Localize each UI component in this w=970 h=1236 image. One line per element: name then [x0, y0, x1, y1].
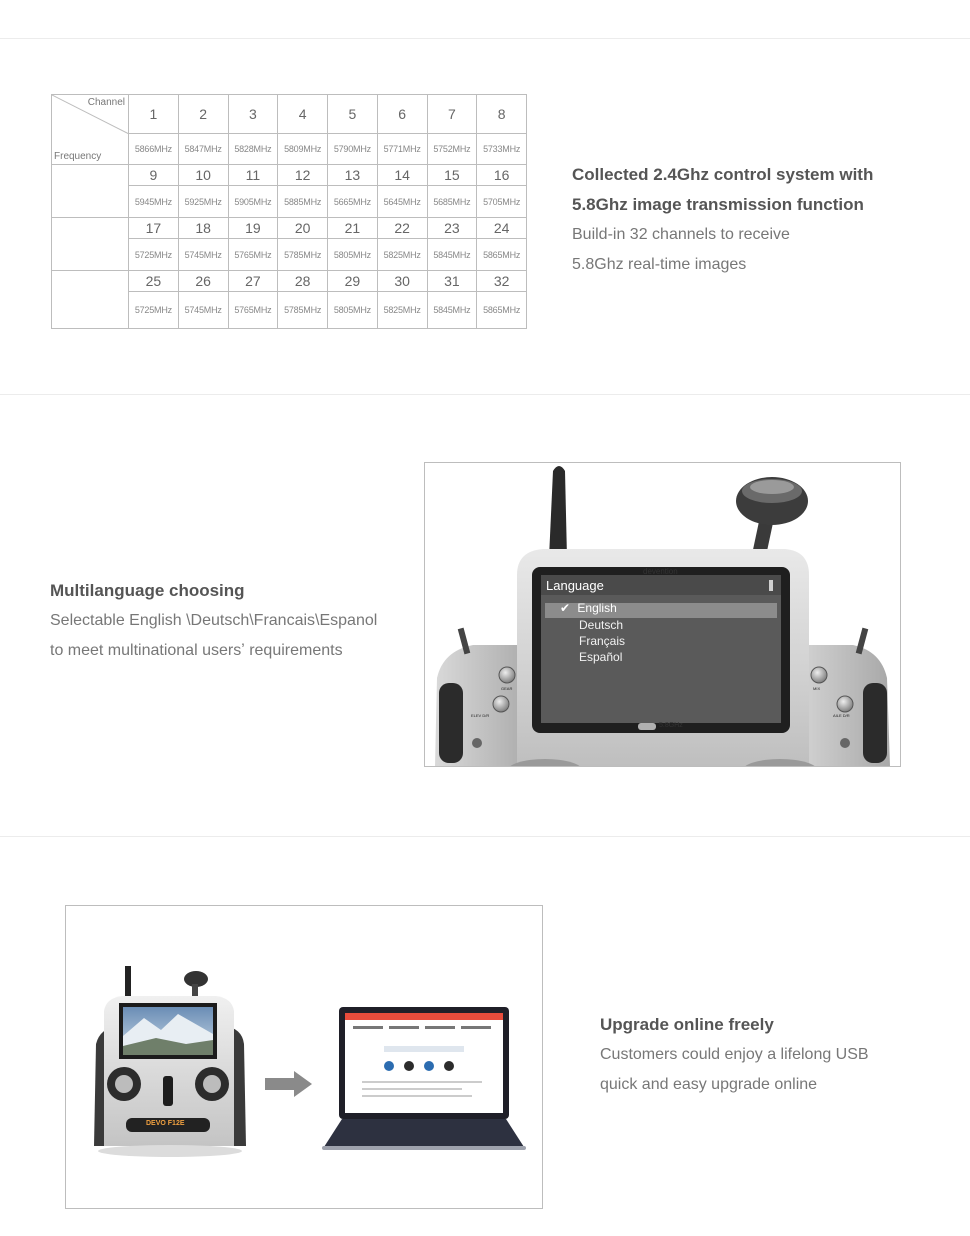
- channel-cell: 23: [427, 218, 477, 239]
- section2-body-line1: Selectable English \Deutsch\Francais\Espanol: [50, 612, 378, 629]
- section2-text: [50, 576, 410, 666]
- channel-cell: 27: [228, 271, 278, 292]
- aile-switch-icon: [837, 696, 853, 712]
- gear-switch-icon: [499, 667, 515, 683]
- language-option-deutsch[interactable]: Deutsch: [579, 618, 624, 632]
- frequency-cell: 5905MHz: [228, 186, 278, 218]
- channel-cell: 20: [278, 218, 328, 239]
- frequency-cell: 5785MHz: [278, 292, 328, 329]
- frequency-cell: 5733MHz: [477, 134, 527, 165]
- frequency-cell: 5865MHz: [477, 239, 527, 271]
- channel-cell: 2: [178, 95, 228, 134]
- frequency-cell: 5809MHz: [278, 134, 328, 165]
- frequency-cell: 5866MHz: [129, 134, 179, 165]
- section1-text: [572, 160, 952, 280]
- frequency-cell: 5785MHz: [278, 239, 328, 271]
- section2-heading: Multilanguage choosing: [50, 581, 245, 600]
- corner-frequency-label: Frequency: [54, 151, 102, 162]
- frequency-cell: 5725MHz: [129, 292, 179, 329]
- section2-body-line2: to meet multinational usersʼ requirements: [50, 642, 343, 659]
- section1-body-line1: Build-in 32 channels to receive: [572, 226, 790, 243]
- frequency-cell: 5945MHz: [129, 186, 179, 218]
- channel-cell: 6: [377, 95, 427, 134]
- channel-cell: 15: [427, 165, 477, 186]
- channel-cell: 14: [377, 165, 427, 186]
- frequency-cell: 5847MHz: [178, 134, 228, 165]
- channel-cell: 8: [477, 95, 527, 134]
- frequency-cell: 5825MHz: [377, 292, 427, 329]
- frequency-cell: 5845MHz: [427, 239, 477, 271]
- channel-cell: 9: [129, 165, 179, 186]
- language-option-francais[interactable]: Français: [579, 634, 626, 648]
- section1-body-line2: 5.8Ghz real-time images: [572, 256, 747, 273]
- language-option-english[interactable]: [562, 601, 617, 615]
- table-row: [52, 165, 527, 186]
- channel-cell: 21: [328, 218, 378, 239]
- frequency-cell: 5752MHz: [427, 134, 477, 165]
- channel-cell: 3: [228, 95, 278, 134]
- frequency-cell: 5771MHz: [377, 134, 427, 165]
- table-row: [52, 95, 527, 134]
- frequency-cell: 5805MHz: [328, 239, 378, 271]
- corner-channel-label: Channel: [87, 97, 125, 108]
- channel-cell: 17: [129, 218, 179, 239]
- switch-label-elev: ELEV D/R: [471, 713, 490, 718]
- upgrade-illustration: [66, 906, 542, 1208]
- switch-label-gear: GEAR: [501, 686, 513, 691]
- frequency-cell: 5645MHz: [377, 186, 427, 218]
- section1-heading-line2: 5.8Ghz image transmission function: [572, 195, 864, 214]
- channel-frequency-table: [51, 94, 527, 329]
- channel-cell: 1: [129, 95, 179, 134]
- frequency-cell: 5665MHz: [328, 186, 378, 218]
- elev-switch-icon: [493, 696, 509, 712]
- language-option-espanol[interactable]: Español: [579, 650, 623, 664]
- band-label: 5.8GHz: [659, 722, 683, 729]
- channel-cell: 5: [328, 95, 378, 134]
- table-row: [52, 271, 527, 292]
- transmitter-screen-photo: [424, 462, 901, 767]
- checkmark-icon: ✔: [560, 601, 571, 615]
- upgrade-photo: [65, 905, 543, 1209]
- frequency-cell: 5805MHz: [328, 292, 378, 329]
- frequency-cell: 5828MHz: [228, 134, 278, 165]
- channel-cell: 31: [427, 271, 477, 292]
- frequency-cell: 5705MHz: [477, 186, 527, 218]
- frequency-cell: 5845MHz: [427, 292, 477, 329]
- arrow-right-icon: [265, 1071, 312, 1097]
- frequency-cell: 5745MHz: [178, 292, 228, 329]
- language-menu-title: Language: [546, 578, 604, 593]
- frequency-cell: 5865MHz: [477, 292, 527, 329]
- table-corner-cell: [52, 95, 129, 165]
- section3-text: [600, 1010, 960, 1100]
- channel-cell: 19: [228, 218, 278, 239]
- blank-cell: [52, 271, 129, 329]
- screen-brand-logo: devention: [643, 567, 678, 576]
- frequency-cell: 5885MHz: [278, 186, 328, 218]
- blank-cell: [52, 218, 129, 271]
- frequency-cell: 5765MHz: [228, 292, 278, 329]
- channel-cell: 24: [477, 218, 527, 239]
- section3-heading: Upgrade online freely: [600, 1015, 774, 1034]
- left-antenna: [549, 466, 567, 558]
- divider-top: [0, 38, 970, 39]
- channel-cell: 29: [328, 271, 378, 292]
- channel-cell: 10: [178, 165, 228, 186]
- frequency-cell: 5825MHz: [377, 239, 427, 271]
- mix-switch-icon: [811, 667, 827, 683]
- frequency-cell: 5925MHz: [178, 186, 228, 218]
- blank-cell: [52, 165, 129, 218]
- frequency-cell: 5745MHz: [178, 239, 228, 271]
- frequency-cell: 5725MHz: [129, 239, 179, 271]
- frequency-cell: 5685MHz: [427, 186, 477, 218]
- section1-heading-line1: Collected 2.4Ghz control system with: [572, 165, 874, 184]
- channel-cell: 18: [178, 218, 228, 239]
- switch-label-mix: MIX: [813, 686, 821, 691]
- section3-body-line2: quick and easy upgrade online: [600, 1076, 818, 1093]
- channel-cell: 30: [377, 271, 427, 292]
- section3-body-line1: Customers could enjoy a lifelong USB: [600, 1046, 869, 1063]
- divider-lower: [0, 836, 970, 837]
- divider-middle: [0, 394, 970, 395]
- transmitter-illustration: [425, 463, 900, 766]
- channel-cell: 26: [178, 271, 228, 292]
- channel-cell: 32: [477, 271, 527, 292]
- channel-cell: 13: [328, 165, 378, 186]
- table-row: [52, 218, 527, 239]
- frequency-cell: 5790MHz: [328, 134, 378, 165]
- channel-cell: 12: [278, 165, 328, 186]
- switch-label-aile: AILE D/R: [833, 713, 850, 718]
- channel-cell: 22: [377, 218, 427, 239]
- model-label: DEVO F12E: [146, 1120, 185, 1127]
- channel-cell: 4: [278, 95, 328, 134]
- channel-cell: 11: [228, 165, 278, 186]
- frequency-cell: 5765MHz: [228, 239, 278, 271]
- language-option-label: English: [577, 601, 617, 615]
- channel-cell: 28: [278, 271, 328, 292]
- channel-cell: 25: [129, 271, 179, 292]
- channel-cell: 16: [477, 165, 527, 186]
- channel-cell: 7: [427, 95, 477, 134]
